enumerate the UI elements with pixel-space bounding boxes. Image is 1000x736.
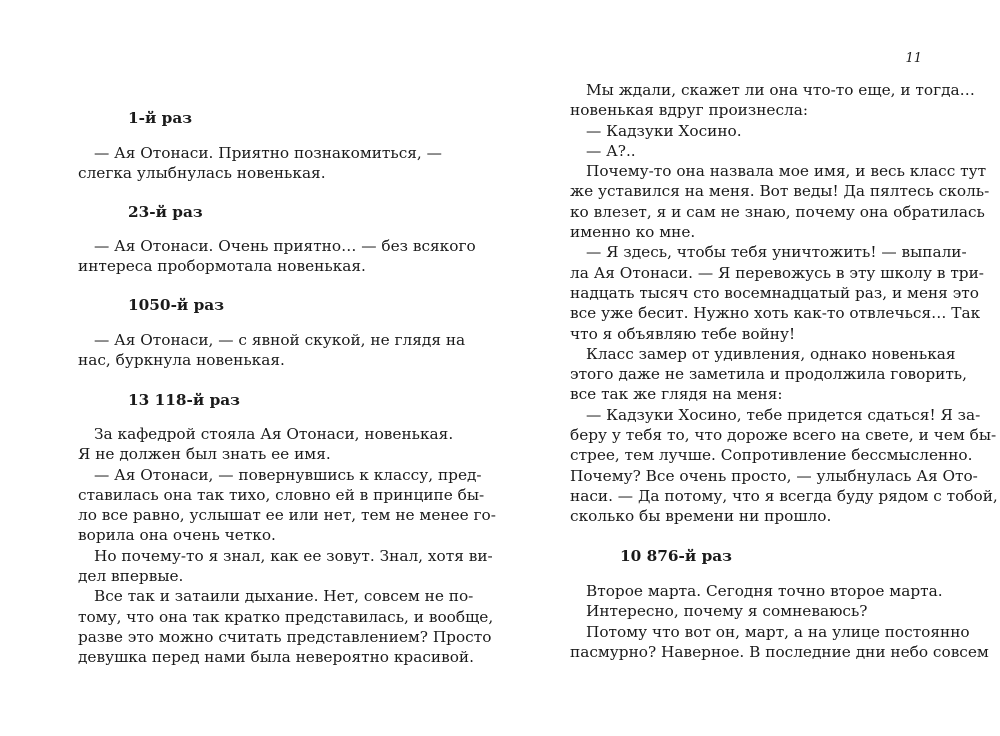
text-line: — Ая Отонаси. Приятно познакомиться, — — [94, 144, 442, 162]
text-line: же уставился на меня. Вот веды! Да пялтесь сколь- — [570, 182, 990, 201]
text-line: Интересно, почему я сомневаюсь? — [586, 602, 868, 621]
text-line: ко влезет, я и сам не знаю, почему она обратилась — [570, 202, 985, 221]
text-line: ло все равно, услышат ее или нет, тем не менее го- — [78, 506, 496, 525]
text-line: Почему-то она назвала мое имя, и весь класс тут — [586, 162, 987, 181]
text-line: Второе марта. Сегодня точно второе марта. — [586, 582, 943, 600]
text-line: что я объявляю тебе войну! — [570, 324, 796, 343]
text-line: сколько бы времени ни прошло. — [570, 507, 832, 526]
left-heading-3 — [78, 295, 429, 315]
section-heading: 1050-й раз — [128, 296, 224, 314]
text-line: новенькая вдруг произнесла: — [570, 101, 809, 120]
text-line: интереса пробормотала новенькая. — [78, 257, 366, 276]
text-line: — Ая Отонаси, — повернувшись к классу, пред- — [94, 465, 482, 484]
text-line: тому, что она так кратко представилась, и вообще, — [78, 607, 494, 626]
section-heading: 10 876-й раз — [620, 547, 732, 565]
text-line: разве это можно считать представлением? Просто — [78, 627, 492, 646]
left-text-block-1 — [78, 143, 442, 184]
text-line: Потому что вот он, март, а на улице постоянно — [586, 622, 970, 641]
left-text-block-3 — [78, 330, 466, 371]
left-heading-2 — [78, 202, 429, 222]
text-line: — Кадзуки Хосино, тебе придется сдаться! Я за- — [586, 405, 981, 424]
page-number: 11 — [905, 51, 922, 66]
text-line: девушка перед нами была невероятно красивой. — [78, 648, 474, 667]
text-line: именно ко мне. — [570, 223, 696, 242]
text-line: — А?.. — [586, 141, 636, 160]
text-line: — Ая Отонаси, — с явной скукой, не глядя на — [94, 331, 466, 349]
text-line: нас, буркнула новенькая. — [78, 351, 285, 370]
text-line: стрее, тем лучше. Сопротивление бессмысленно. — [570, 446, 973, 465]
text-line: все так же глядя на меня: — [570, 385, 783, 404]
text-line: надцать тысяч сто восемнадцатый раз, и меня это — [570, 283, 979, 302]
text-line: ла Ая Отонаси. — Я перевожусь в эту школу в три- — [570, 263, 984, 282]
text-line: — Кадзуки Хосино. — [586, 121, 742, 140]
text-line: слегка улыбнулась новенькая. — [78, 164, 326, 183]
text-line: дел впервые. — [78, 567, 184, 586]
text-line: все уже бесит. Нужно хоть как-то отвлечься… Так — [570, 304, 981, 323]
text-line: Но почему-то я знал, как ее зовут. Знал, хотя ви- — [94, 546, 493, 565]
text-line: беру у тебя то, что дороже всего на свете, и чем бы- — [570, 426, 997, 445]
left-text-block-4 — [78, 424, 496, 668]
text-line: — Ая Отонаси. Очень приятно… — без всякого — [94, 237, 476, 255]
right-text-block-2 — [570, 581, 989, 662]
text-line: Все так и затаили дыхание. Нет, совсем не по- — [94, 587, 474, 606]
right-heading — [570, 546, 921, 566]
right-page — [500, 0, 1000, 736]
text-line: ворила она очень четко. — [78, 526, 276, 545]
text-line: Я не должен был знать ее имя. — [78, 445, 331, 464]
section-heading: 13 118-й раз — [128, 391, 240, 409]
text-line: Почему? Все очень просто, — улыбнулась Ая Ото- — [570, 466, 978, 485]
section-heading: 23-й раз — [128, 203, 203, 221]
text-line: наси. — Да потому, что я всегда буду рядом с тобой, — [570, 486, 998, 505]
text-line: Класс замер от удивления, однако новенькая — [586, 344, 956, 363]
text-line: пасмурно? Наверное. В последние дни небо совсем — [570, 642, 989, 661]
text-line: ставилась она так тихо, словно ей в принципе бы- — [78, 485, 485, 504]
right-text-block-1 — [570, 80, 998, 527]
text-line: — Я здесь, чтобы тебя уничтожить! — выпали- — [586, 243, 967, 262]
left-text-column — [78, 108, 429, 128]
section-heading: 1-й раз — [128, 109, 193, 127]
text-line: этого даже не заметила и продолжила говорить, — [570, 365, 967, 384]
text-line: За кафедрой стояла Ая Отонаси, новенькая. — [94, 425, 454, 443]
left-heading-4 — [78, 390, 429, 410]
left-text-block-2 — [78, 236, 476, 277]
text-line: Мы ждали, скажет ли она что-то еще, и тогда… — [586, 81, 975, 99]
